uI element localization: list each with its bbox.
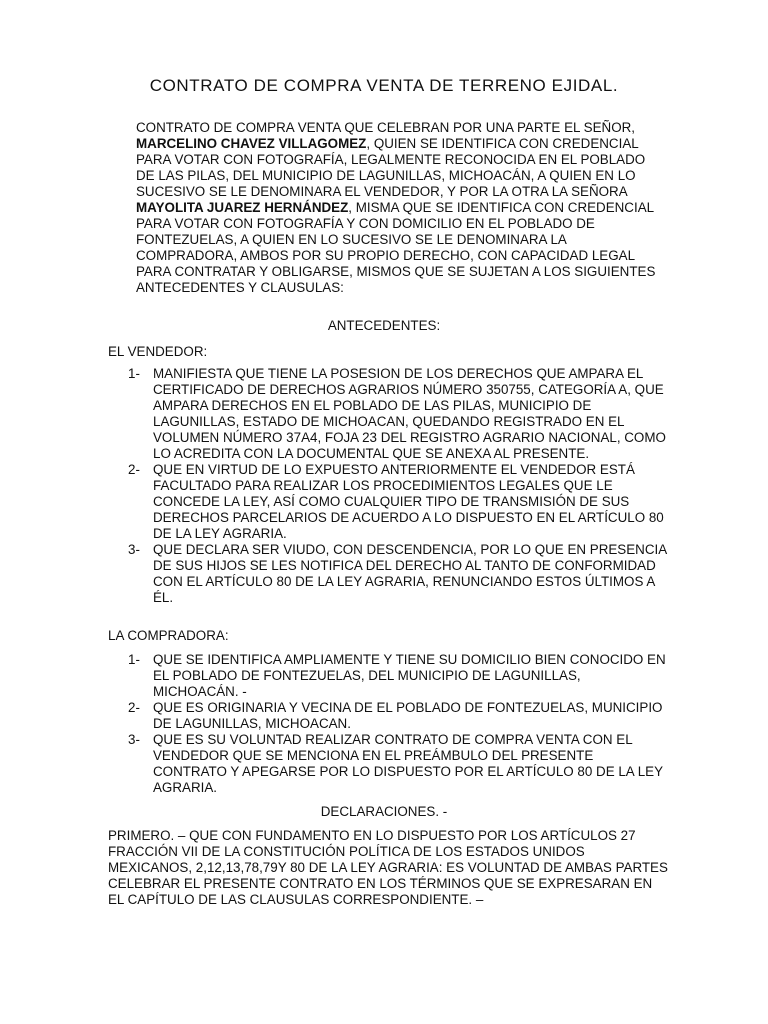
- compradora-label: LA COMPRADORA:: [108, 628, 229, 643]
- list-number: 1-: [128, 366, 140, 381]
- intro-paragraph: [136, 120, 666, 296]
- list-number: 1-: [128, 652, 140, 667]
- list-item: [128, 700, 668, 732]
- seller-name: MARCELINO CHAVEZ VILLAGOMEZ: [136, 136, 367, 151]
- list-text: QUE DECLARA SER VIUDO, CON DESCENDENCIA, POR LO QUE EN PRESENCIA DE SUS HIJOS SE LES NOTIFICA DEL DERECHO AL TANTO DE CONFORMIDAD CON EL ARTÍCULO 80 DE LA LEY AGRARIA, RENUNCIANDO ESTOS ÚLTIMOS A ÉL.: [153, 542, 667, 605]
- intro-text-2: , QUIEN SE IDENTIFICA CON CREDENCIAL PARA VOTAR CON FOTOGRAFÍA, LEGALMENTE RECONOCIDA EN EL POBLADO DE LAS PILAS, DEL MUNICIPIO DE LAGUNILLAS, MICHOACÁN, A QUIEN EN LO SUCESIVO SE LE DENOMINARA EL VENDEDOR, Y POR LA OTRA LA SEÑORA: [136, 136, 646, 199]
- list-text: QUE SE IDENTIFICA AMPLIAMENTE Y TIENE SU DOMICILIO BIEN CONOCIDO EN EL POBLADO DE FONTEZUELAS, DEL MUNICIPIO DE LAGUNILLAS, MICHOACÁN. -: [153, 652, 666, 699]
- declaraciones-heading: DECLARACIONES. -: [320, 804, 448, 819]
- primero-paragraph: PRIMERO. – QUE CON FUNDAMENTO EN LO DISPUESTO POR LOS ARTÍCULOS 27 FRACCIÓN VII DE LA CONSTITUCIÓN POLÍTICA DE LOS ESTADOS UNIDOS MEXICANOS, 2,12,13,78,79Y 80 DE LA LEY AGRARIA: ES VOLUNTAD DE AMBAS PARTES CELEBRAR EL PRESENTE CONTRATO EN LOS TÉRMINOS QUE SE EXPRESARAN EN EL CAPÍTULO DE LAS CLAUSULAS CORRESPONDIENTE. –: [108, 828, 668, 907]
- buyer-name: MAYOLITA JUAREZ HERNÁNDEZ: [136, 200, 349, 215]
- list-text: QUE ES SU VOLUNTAD REALIZAR CONTRATO DE COMPRA VENTA CON EL VENDEDOR QUE SE MENCIONA EN EL PREÁMBULO DEL PRESENTE CONTRATO Y APEGARSE POR LO DISPUESTO POR EL ARTÍCULO 80 DE LA LEY AGRARIA.: [153, 732, 663, 795]
- list-text: QUE ES ORIGINARIA Y VECINA DE EL POBLADO DE FONTEZUELAS, MUNICIPIO DE LAGUNILLAS, MICHOACAN.: [153, 700, 663, 731]
- document-title: CONTRATO DE COMPRA VENTA DE TERRENO EJIDAL.: [149, 76, 619, 95]
- compradora-list: [128, 652, 668, 796]
- vendedor-list: [128, 366, 668, 606]
- list-number: 2-: [128, 700, 140, 715]
- list-item: [128, 652, 668, 700]
- list-number: 3-: [128, 542, 140, 557]
- intro-text-3: , MISMA QUE SE IDENTIFICA CON CREDENCIAL PARA VOTAR CON FOTOGRAFÍA Y CON DOMICILIO EN EL POBLADO DE FONTEZUELAS, A QUIEN EN LO SUCESIVO SE LE DENOMINARA LA COMPRADORA, AMBOS POR SU PROPIO DERECHO, CON CAPACIDAD LEGAL PARA CONTRATAR Y OBLIGARSE, MISMOS QUE SE SUJETAN A LOS SIGUIENTES ANTECEDENTES Y CLAUSULAS:: [136, 200, 656, 295]
- list-item: [128, 462, 668, 542]
- antecedentes-heading: ANTECEDENTES:: [327, 318, 441, 333]
- list-number: 3-: [128, 732, 140, 747]
- list-text: QUE EN VIRTUD DE LO EXPUESTO ANTERIORMENTE EL VENDEDOR ESTÁ FACULTADO PARA REALIZAR LOS PROCEDIMIENTOS LEGALES QUE LE CONCEDE LA LEY, ASÍ COMO CUALQUIER TIPO DE TRANSMISIÓN DE SUS DERECHOS PARCELARIOS DE ACUERDO A LO DISPUESTO EN EL ARTÍCULO 80 DE LA LEY AGRARIA.: [153, 462, 664, 541]
- list-item: [128, 366, 668, 462]
- intro-text-1: CONTRATO DE COMPRA VENTA QUE CELEBRAN POR UNA PARTE EL SEÑOR,: [136, 120, 636, 135]
- list-text: MANIFIESTA QUE TIENE LA POSESION DE LOS DERECHOS QUE AMPARA EL CERTIFICADO DE DERECHOS AGRARIOS NÚMERO 350755, CATEGORÍA A, QUE AMPARA DERECHOS EN EL POBLADO DE LAS PILAS, MUNICIPIO DE LAGUNILLAS, ESTADO DE MICHOACAN, QUEDANDO REGISTRADO EN EL VOLUMEN NÚMERO 37A4, FOJA 23 DEL REGISTRO AGRARIO NACIONAL, COMO LO ACREDITA CON LA DOCUMENTAL QUE SE ANEXA AL PRESENTE.: [153, 366, 666, 461]
- vendedor-label: EL VENDEDOR:: [108, 344, 208, 359]
- list-item: [128, 542, 668, 606]
- list-item: [128, 732, 668, 796]
- list-number: 2-: [128, 462, 140, 477]
